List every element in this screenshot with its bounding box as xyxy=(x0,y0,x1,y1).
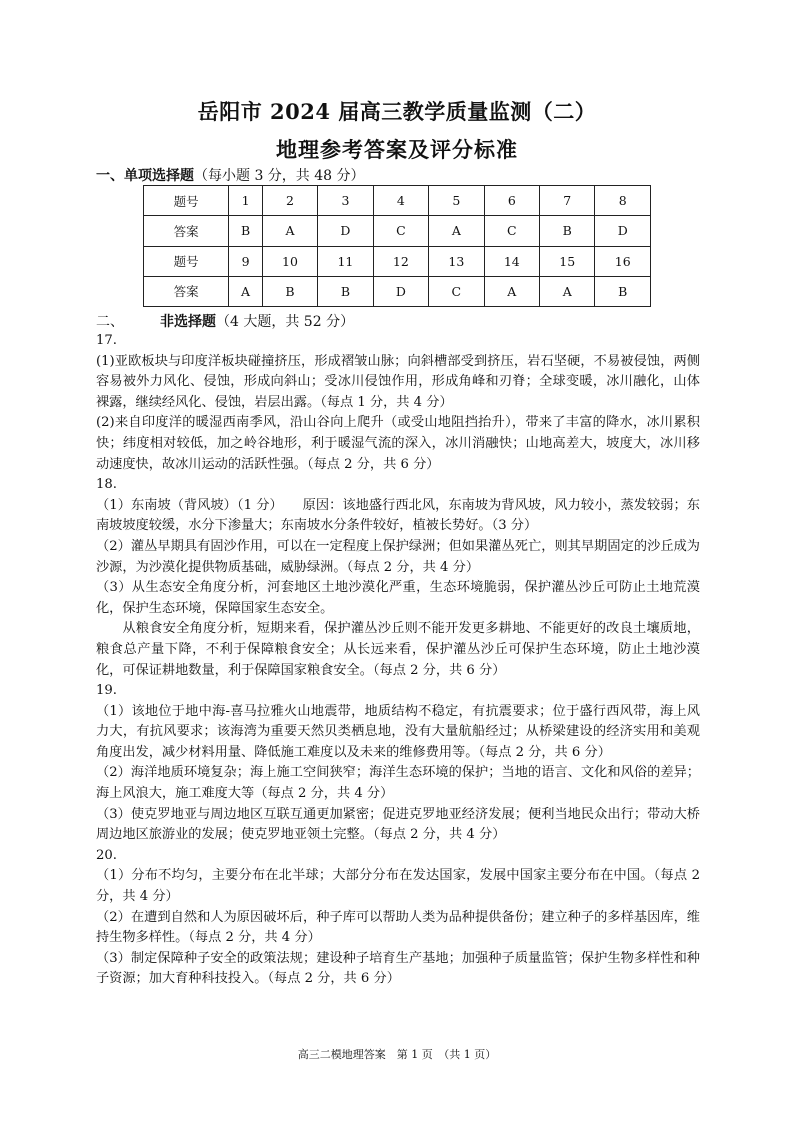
answer-paragraph: （3）从生态安全角度分析，河套地区土地沙漠化严重，生态环境脆弱，保护灌丛沙丘可防止土地荒漠化，保护生态环境，保障国家生态安全。 xyxy=(96,580,700,616)
table-cell: 3 xyxy=(318,186,373,216)
table-cell: B xyxy=(229,216,262,246)
question-number: 20. xyxy=(96,847,117,863)
table-cell: 16 xyxy=(595,246,651,276)
table-cell: 答案 xyxy=(144,216,229,246)
table-cell: D xyxy=(373,276,428,306)
section-heading-open xyxy=(96,311,354,331)
table-cell: B xyxy=(540,216,595,246)
table-cell: A xyxy=(484,276,539,306)
table-cell: A xyxy=(262,216,317,246)
table-cell: 15 xyxy=(540,246,595,276)
answer-paragraph: (2)来自印度洋的暖湿西南季风，沿山谷向上爬升（或受山地阻挡抬升），带来了丰富的降水，冰川累积快；纬度相对较低，加之岭谷地形，利于暖湿气流的深入，冰川消融快；山地高差大，坡度大，冰川移动速度快，故冰川运动的活跃性强。（每点 2 分，共 6 分） xyxy=(96,415,700,472)
table-cell: C xyxy=(429,276,484,306)
table-cell: D xyxy=(595,216,651,246)
question-number: 17. xyxy=(96,333,117,348)
table-cell: A xyxy=(429,216,484,246)
answer-paragraph: （1）分布不均匀，主要分布在北半球；大部分分布在发达国家，发展中国家主要分布在中国。（每点 2 分，共 4 分） xyxy=(96,868,700,905)
section-note: （4 大题，共 52 分） xyxy=(216,314,355,330)
document-subtitle: 地理参考答案及评分标准 xyxy=(276,137,518,162)
answer-paragraph: 从粮食安全角度分析，短期来看，保护灌丛沙丘则不能开发更多耕地、不能更好的改良土壤质地，粮食总产量下降，不利于保障粮食安全；从长远来看，保护灌丛沙丘可保护生态环境，防止土地沙漠化，可保证耕地数量，利于保障国家粮食安全。（每点 2 分，共 6 分） xyxy=(96,621,700,678)
table-cell: A xyxy=(540,276,595,306)
answer-content xyxy=(96,331,700,990)
table-row xyxy=(144,276,651,306)
answer-paragraph: （1）东南坡（背风坡）（1 分） 原因：该地盛行西北风，东南坡为背风坡，风力较小，蒸发较弱；东南坡坡度较缓，水分下渗量大；东南坡水分条件较好，植被长势好。（3 分） xyxy=(96,497,700,534)
table-cell: 4 xyxy=(373,186,428,216)
table-cell: B xyxy=(595,276,651,306)
answer-paragraph: （2）在遭到自然和人为原因破坏后，种子库可以帮助人类为品种提供备份；建立种子的多样基因库，维持生物多样性。（每点 2 分，共 4 分） xyxy=(96,909,700,946)
table-cell: 答案 xyxy=(144,276,229,306)
section-label: 二、 xyxy=(96,314,124,330)
section-note: （每小题 3 分，共 48 分） xyxy=(194,168,365,184)
table-cell: 7 xyxy=(540,186,595,216)
answer-paragraph: （1）该地位于地中海-喜马拉雅火山地震带，地质结构不稳定，有抗震要求；位于盛行西风带，海上风力大，有抗风要求；该海湾为重要天然贝类栖息地，没有大量航船经过；从桥梁建设的经济实用和美观角度出发，减少材料用量、降低施工难度以及未来的维修费用等。（每点 2 分，共 6 分） xyxy=(96,703,700,760)
page-footer: 高三二模地理答案 第 1 页 （共 1 页） xyxy=(297,1048,497,1061)
section-label: 一、单项选择题 xyxy=(96,168,194,184)
table-cell: 1 xyxy=(229,186,262,216)
section-title: 非选择题 xyxy=(160,314,216,330)
table-cell: 5 xyxy=(429,186,484,216)
table-cell: 9 xyxy=(229,246,262,276)
table-cell: D xyxy=(318,216,373,246)
table-cell: 6 xyxy=(484,186,539,216)
answer-paragraph: （2）灌丛早期具有固沙作用，可以在一定程度上保护绿洲；但如果灌丛死亡，则其早期固定的沙丘成为沙源，为沙漠化提供物质基础，威胁绿洲。（每点 2 分，共 4 分） xyxy=(96,538,700,575)
table-row xyxy=(144,246,651,276)
answer-paragraph: （3）使克罗地亚与周边地区互联互通更加紧密；促进克罗地亚经济发展；便利当地民众出行；带动大桥周边地区旅游业的发展；使克罗地亚领土完整。（每点 2 分，共 4 分） xyxy=(96,806,700,843)
question-number: 18. xyxy=(96,477,117,493)
table-row xyxy=(144,186,651,216)
answer-paragraph: （3）制定保障种子安全的政策法规；建设种子培育生产基地；加强种子质量监管；保护生物多样性和种子资源；加大育种科技投入。（每点 2 分，共 6 分） xyxy=(96,950,700,987)
table-cell: B xyxy=(262,276,317,306)
table-cell: B xyxy=(318,276,373,306)
table-cell: 12 xyxy=(373,246,428,276)
table-cell: 2 xyxy=(262,186,317,216)
table-cell: A xyxy=(229,276,262,306)
table-row xyxy=(144,216,651,246)
table-cell: 14 xyxy=(484,246,539,276)
table-cell: C xyxy=(373,216,428,246)
answer-table xyxy=(143,185,651,307)
table-cell: C xyxy=(484,216,539,246)
table-cell: 13 xyxy=(429,246,484,276)
answer-paragraph: （2）海洋地质环境复杂；海上施工空间狭窄；海洋生态环境的保护；当地的语言、文化和风俗的差异；海上风浪大，施工难度大等（每点 2 分，共 4 分） xyxy=(96,765,700,802)
table-cell: 8 xyxy=(595,186,651,216)
answer-paragraph: (1)亚欧板块与印度洋板块碰撞挤压，形成褶皱山脉；向斜槽部受到挤压，岩石坚硬，不易被侵蚀，两侧容易被外力风化、侵蚀，形成向斜山；受冰川侵蚀作用，形成角峰和刃脊；全球变暖，冰川融化，山体裸露，继续经风化、侵蚀，岩层出露。（每点 1 分，共 4 分） xyxy=(96,353,700,410)
document-title: 岳阳市 2024 届高三教学质量监测（二） xyxy=(197,99,597,124)
question-number: 19. xyxy=(96,683,117,699)
table-cell: 11 xyxy=(318,246,373,276)
table-cell: 题号 xyxy=(144,186,229,216)
table-cell: 10 xyxy=(262,246,317,276)
section-heading-choice xyxy=(96,165,365,185)
table-cell: 题号 xyxy=(144,246,229,276)
